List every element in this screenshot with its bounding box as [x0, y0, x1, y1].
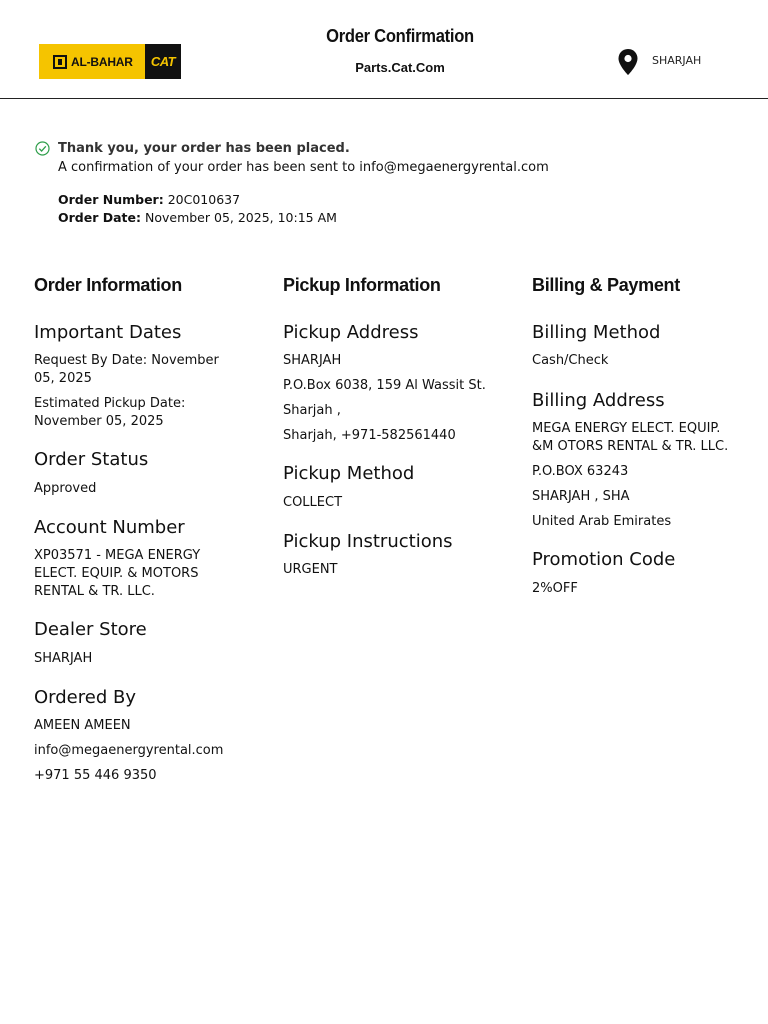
billing-method-title: Billing Method — [532, 322, 661, 343]
order-number-label: Order Number: — [58, 192, 164, 207]
pickup-address-line-4: Sharjah, +971-582561440 — [283, 428, 456, 443]
pickup-instructions-value: URGENT — [283, 562, 338, 577]
billing-payment-column — [532, 274, 737, 598]
pickup-address-line-1: SHARJAH — [283, 353, 342, 368]
ordered-by-phone: +971 55 446 9350 — [34, 768, 157, 783]
location-pin-icon — [617, 48, 639, 76]
pickup-address-title: Pickup Address — [283, 322, 419, 343]
location-label[interactable]: SHARJAH — [652, 54, 702, 67]
ordered-by-email[interactable]: info@megaenergyrental.com — [34, 743, 224, 758]
order-placed-message: Thank you, your order has been placed. — [58, 141, 350, 156]
billing-method-value: Cash/Check — [532, 353, 609, 368]
estimated-pickup-date: Estimated Pickup Date: November 05, 2025 — [34, 396, 186, 429]
order-number-value: 20C010637 — [167, 192, 241, 207]
promotion-code-title: Promotion Code — [532, 549, 676, 570]
pickup-method-title: Pickup Method — [283, 463, 415, 484]
billing-address-line-4: United Arab Emirates — [532, 514, 672, 529]
ordered-by-name: AMEEN AMEEN — [34, 718, 131, 733]
order-status-title: Order Status — [34, 449, 149, 470]
order-date — [58, 210, 337, 225]
account-number-title: Account Number — [34, 517, 185, 538]
pickup-address-line-3: Sharjah , — [283, 403, 341, 418]
page-subtitle: Parts.Cat.Com — [355, 60, 445, 75]
pickup-information-heading: Pickup Information — [283, 275, 441, 295]
cat-logo-text: CAT — [150, 54, 176, 69]
promotion-code-value: 2%OFF — [532, 581, 578, 596]
page-header — [0, 0, 768, 99]
important-dates-title: Important Dates — [34, 322, 182, 343]
check-circle-icon — [35, 141, 50, 156]
pickup-address-line-2: P.O.Box 6038, 159 Al Wassit St. — [283, 378, 486, 393]
logo-left-text: AL-BAHAR — [71, 54, 133, 69]
billing-payment-heading: Billing & Payment — [532, 275, 680, 295]
order-status-value: Approved — [34, 481, 97, 496]
request-by-date: Request By Date: November 05, 2025 — [34, 353, 219, 386]
billing-address-line-2: P.O.BOX 63243 — [532, 464, 629, 479]
billing-address-line-1: MEGA ENERGY ELECT. EQUIP. &M OTORS RENTAL & TR. LLC. — [532, 421, 729, 454]
page-title: Order Confirmation — [326, 26, 474, 46]
account-number-value: XP03571 - MEGA ENERGY ELECT. EQUIP. & MOTORS RENTAL & TR. LLC. — [34, 548, 201, 599]
order-date-label: Order Date: — [58, 210, 141, 225]
pickup-instructions-title: Pickup Instructions — [283, 531, 453, 552]
pickup-information-column — [283, 274, 488, 579]
dealer-store-value: SHARJAH — [34, 651, 93, 666]
ordered-by-title: Ordered By — [34, 687, 136, 708]
billing-address-line-3: SHARJAH , SHA — [532, 489, 630, 504]
order-information-heading: Order Information — [34, 275, 182, 295]
pickup-method-value: COLLECT — [283, 495, 343, 510]
order-date-value: November 05, 2025, 10:15 AM — [144, 210, 337, 225]
order-information-column — [34, 274, 239, 785]
billing-address-title: Billing Address — [532, 390, 665, 411]
order-number — [58, 192, 240, 207]
confirmation-sent-message: A confirmation of your order has been sent to info@megaenergyrental.com — [58, 160, 549, 175]
dealer-store-title: Dealer Store — [34, 619, 147, 640]
